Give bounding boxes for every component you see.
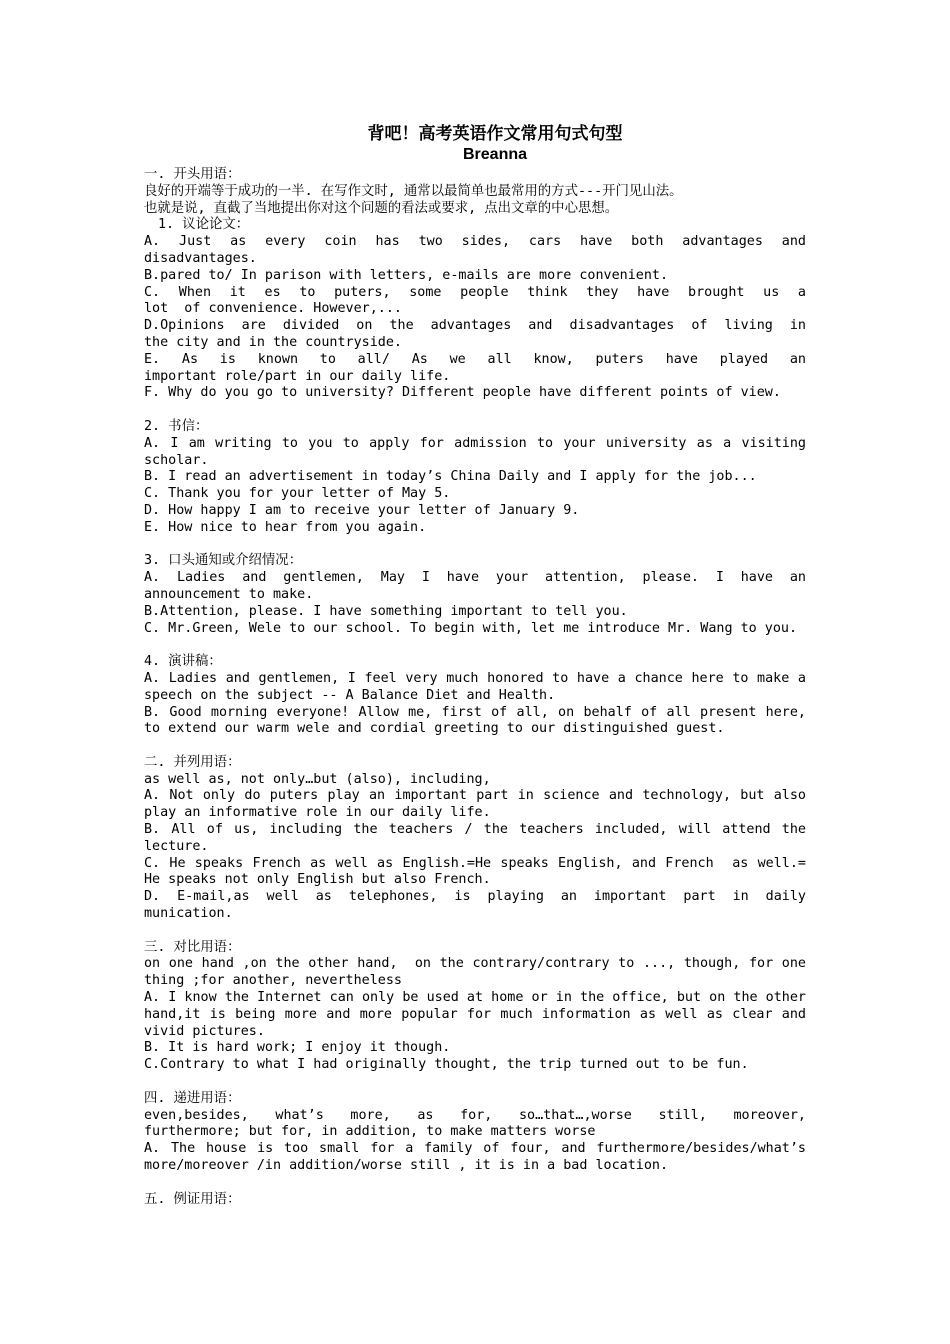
phrase-list: as well as, not only…but (also), including, xyxy=(144,771,491,787)
example-sentence: A. Ladies and gentlemen, I feel very much honored to have a chance here to make a speech on the subject -- A Balance Diet and Health. xyxy=(144,670,815,703)
subsection-heading: 3. 口头通知或介绍情况： xyxy=(144,553,303,569)
subsection-heading: 1. 议论论文： xyxy=(158,217,250,233)
example-sentence: F. Why do you go to university? Different people have different points of view. xyxy=(144,385,781,401)
example-sentence: E. As is known to all/ As we all know, puters have played an important role/part in our daily life. xyxy=(144,351,823,384)
example-sentence: B. It is hard work; I enjoy it though. xyxy=(144,1040,451,1056)
example-sentence: A. Ladies and gentlemen, May I have your attention, please. I have an announcement to make. xyxy=(144,570,815,602)
subsection-heading: 4. 演讲稿： xyxy=(144,654,222,670)
phrase-list: on one hand ,on the other hand, on the contrary/contrary to ..., though, for one thing ;for another, nevertheless xyxy=(144,956,815,989)
document-page xyxy=(144,124,823,1208)
example-sentence: A. Not only do puters play an important part in science and technology, but also play an informative role in our daily life. xyxy=(144,788,815,821)
example-sentence: A. I am writing to you to apply for admission to your university as a visiting scholar. xyxy=(144,435,815,468)
section-heading: 一. 开头用语： xyxy=(144,167,241,182)
document-author: Breanna xyxy=(462,146,528,163)
example-sentence: A. The house is too small for a family of four, and furthermore/besides/what’s more/moreover /in addition/worse still , it is in a bad location. xyxy=(144,1141,815,1174)
section-heading: 四. 递进用语： xyxy=(144,1090,241,1106)
section-heading: 二. 并列用语： xyxy=(144,754,241,770)
example-sentence: B. Good morning everyone! Allow me, first of all, on behalf of all present here, to extend our warm wele and cordial greeting to our distinguished guest. xyxy=(144,704,815,737)
example-sentence: C. When it es to puters, some people think they have brought us a lot of convenience. However,... xyxy=(144,284,823,317)
example-sentence: A. I know the Internet can only be used at home or in the office, but on the other hand,it is being more and more popular for much information as well as clear and vivid pictures. xyxy=(144,990,815,1039)
example-sentence: C. He speaks French as well as English.=He speaks English, and French as well.= He speaks not only English but also French. xyxy=(144,855,815,888)
example-sentence: C. Thank you for your letter of May 5. xyxy=(144,486,451,502)
example-sentence: C. Mr.Green, Wele to our school. To begin with, let me introduce Mr. Wang to you. xyxy=(144,620,798,636)
example-sentence: E. How nice to hear from you again. xyxy=(144,519,427,535)
example-sentence: B. I read an advertisement in today’s China Daily and I apply for the job... xyxy=(144,469,757,485)
example-sentence: D.Opinions are divided on the advantages and disadvantages of living in the city and in the countryside. xyxy=(144,318,823,350)
paragraph: 良好的开端等于成功的一半. 在写作文时, 通常以最简单也最常用的方式---开门见山法。 xyxy=(144,183,683,199)
section-heading: 三. 对比用语： xyxy=(144,939,241,955)
example-sentence: B.pared to/ In parison with letters, e-mails are more convenient. xyxy=(144,267,669,283)
paragraph: 也就是说, 直截了当地提出你对这个问题的看法或要求, 点出文章的中心思想。 xyxy=(144,200,619,216)
example-sentence: B. All of us, including the teachers / the teachers included, will attend the lecture. xyxy=(144,822,815,854)
example-sentence: A. Just as every coin has two sides, cars have both advantages and disadvantages. xyxy=(144,234,815,266)
phrase-list: even,besides, what’s more, as for, so…that…,worse still, moreover, furthermore; but for, in addition, to make matters worse xyxy=(144,1107,815,1140)
document-title: 背吧！高考英语作文常用句式句型 xyxy=(367,124,623,144)
subsection-heading: 2. 书信： xyxy=(144,418,209,434)
example-sentence: C.Contrary to what I had originally thought, the trip turned out to be fun. xyxy=(144,1057,749,1073)
example-sentence: D. How happy I am to receive your letter of January 9. xyxy=(144,502,580,518)
section-heading: 五. 例证用语： xyxy=(144,1191,241,1207)
example-sentence: B.Attention, please. I have something important to tell you. xyxy=(144,603,628,619)
example-sentence: D. E-mail,as well as telephones, is playing an important part in daily munication. xyxy=(144,889,815,922)
